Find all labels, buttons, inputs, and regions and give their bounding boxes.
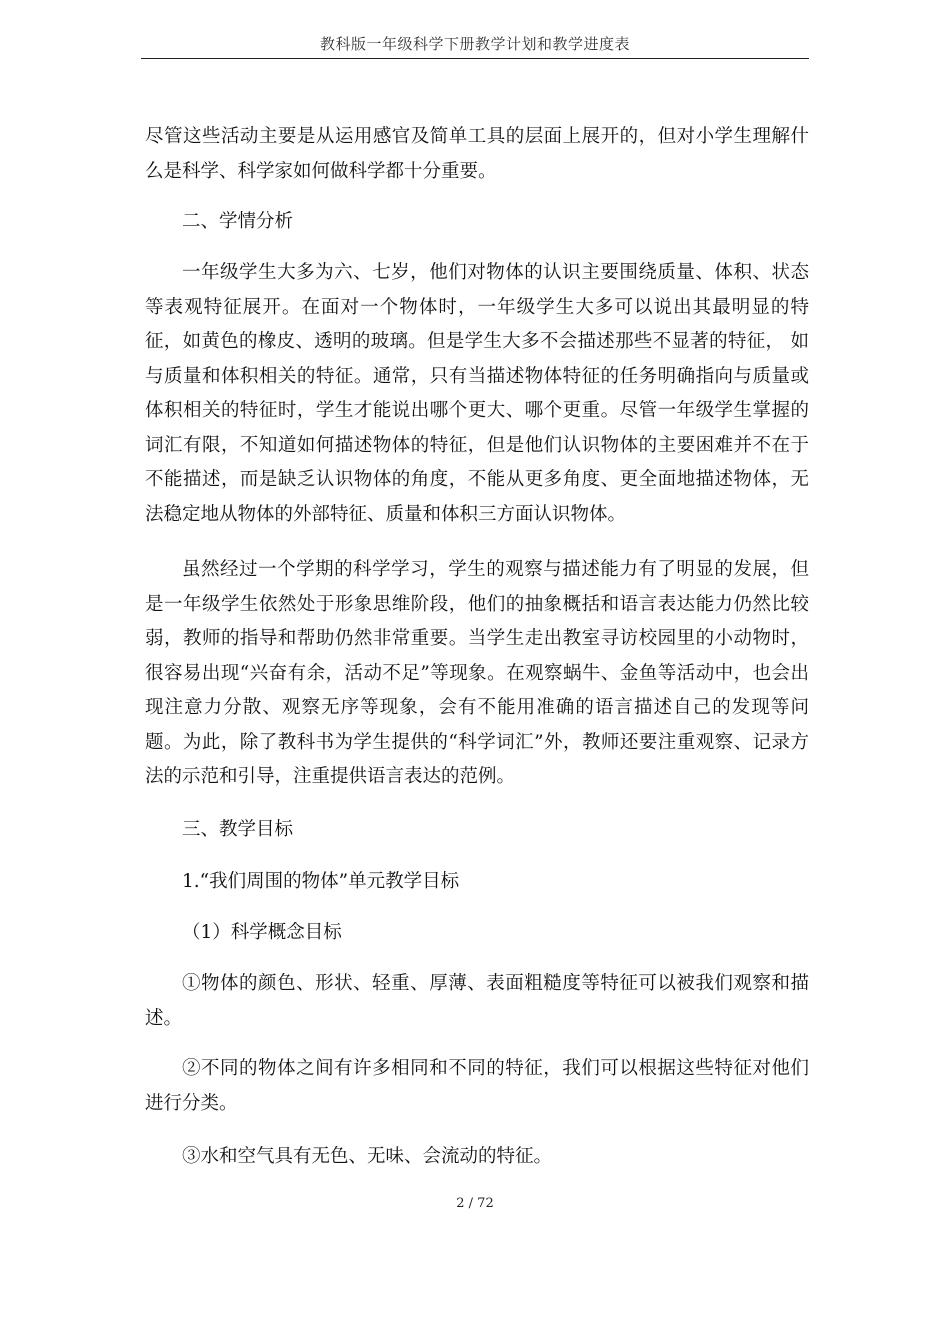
paragraph-learner-analysis-1: 一年级学生大多为六、七岁，他们对物体的认识主要围绕质量、体积、状态等表观特征展开。在面对一个物体时，一年级学生大多可以说出其最明显的特征，如黄色的橡皮、透明的玻璃。但是学生大多不会描述那些不显著的特征， 如与质量和体积相关的特征。通常，只有当描述物体特征的任务明确指向与质量或体积相关的特征时，学生才能说出哪个更大、哪个更重。尽管一年级学生掌握的词汇有限，不知道如何描述物体的特征，但是他们认识物体的主要困难并不在于不能描述，而是缺乏认识物体的角度，不能从更多角度、更全面地描述物体，无法稳定地从物体的外部特征、质量和体积三方面认识物体。	[145, 262, 809, 525]
document-title: 教科版一年级科学下册教学计划和教学进度表	[319, 35, 630, 53]
section-heading-learner-analysis: 二、学情分析	[182, 211, 294, 232]
concept-goal-heading: （1）科学概念目标	[182, 922, 342, 943]
paragraph-intro-continued: 尽管这些活动主要是从运用感官及简单工具的层面上展开的，但对小学生理解什么是科学、科学家如何做科学都十分重要。	[145, 126, 809, 182]
page-number: 2 / 72	[456, 1196, 494, 1211]
section-heading-teaching-goals: 三、教学目标	[182, 819, 294, 840]
goal-item-2: ②不同的物体之间有许多相同和不同的特征，我们可以根据这些特征对他们进行分类。	[145, 1058, 809, 1114]
unit-goal-heading: 1.“我们周围的物体”单元教学目标	[182, 871, 460, 892]
page-header	[141, 34, 809, 59]
page-footer	[0, 1195, 950, 1213]
paragraph-learner-analysis-2: 虽然经过一个学期的科学学习，学生的观察与描述能力有了明显的发展，但是一年级学生依然处于形象思维阶段，他们的抽象概括和语言表达能力仍然比较弱，教师的指导和帮助仍然非常重要。当学生走出教室寻访校园里的小动物时，很容易出现“兴奋有余，活动不足”等现象。在观察蜗牛、金鱼等活动中，也会出现注意力分散、观察无序等现象，会有不能用准确的语言描述自己的发现等问题。为此，除了教科书为学生提供的“科学词汇”外，教师还要注重观察、记录方法的示范和引导，注重提供语言表达的范例。	[145, 559, 809, 787]
goal-item-3: ③水和空气具有无色、无味、会流动的特征。	[182, 1146, 553, 1167]
goal-item-1: ①物体的颜色、形状、轻重、厚薄、表面粗糙度等特征可以被我们观察和描述。	[145, 973, 809, 1029]
